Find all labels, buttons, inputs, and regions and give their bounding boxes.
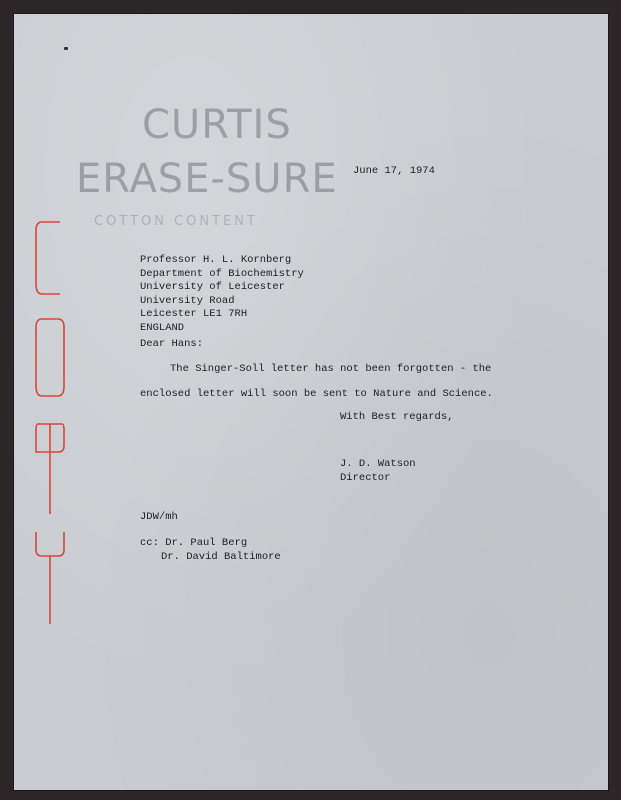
cc-block — [140, 536, 281, 564]
watermark-line1: CURTIS — [142, 102, 292, 148]
recipient-institution: University of Leicester — [140, 281, 285, 293]
signature-name: J. D. Watson — [340, 458, 416, 470]
watermark-line2: ERASE-SURE — [76, 156, 338, 202]
recipient-city: Leicester LE1 7RH — [140, 308, 248, 320]
copy-stamp — [30, 214, 70, 634]
copy-stamp-letter-p — [36, 424, 64, 514]
watermark-line3: COTTON CONTENT — [94, 214, 258, 229]
closing: With Best regards, — [340, 411, 454, 423]
copy-stamp-letter-c — [36, 222, 60, 294]
letter-page — [14, 14, 608, 790]
salutation: Dear Hans: — [140, 338, 204, 350]
copy-stamp-letter-y — [36, 532, 64, 624]
recipient-department: Department of Biochemistry — [140, 267, 304, 280]
typist-initials: JDW/mh — [140, 511, 178, 523]
signature-block — [340, 458, 416, 485]
body-line-1: The Singer-Soll letter has not been forgotten - the — [170, 363, 492, 375]
cc-line-2: Dr. David Baltimore — [161, 551, 281, 563]
copy-stamp-letter-o — [36, 319, 64, 396]
recipient-street: University Road — [140, 294, 235, 307]
signature-title: Director — [340, 471, 391, 484]
letter-date: June 17, 1974 — [353, 165, 435, 177]
recipient-name: Professor H. L. Kornberg — [140, 254, 292, 266]
recipient-address — [140, 254, 304, 335]
body-line-2: enclosed letter will soon be sent to Nature and Science. — [140, 388, 493, 400]
ink-speck — [64, 47, 68, 50]
recipient-country: ENGLAND — [140, 321, 185, 334]
cc-line-1: cc: Dr. Paul Berg — [140, 537, 248, 549]
